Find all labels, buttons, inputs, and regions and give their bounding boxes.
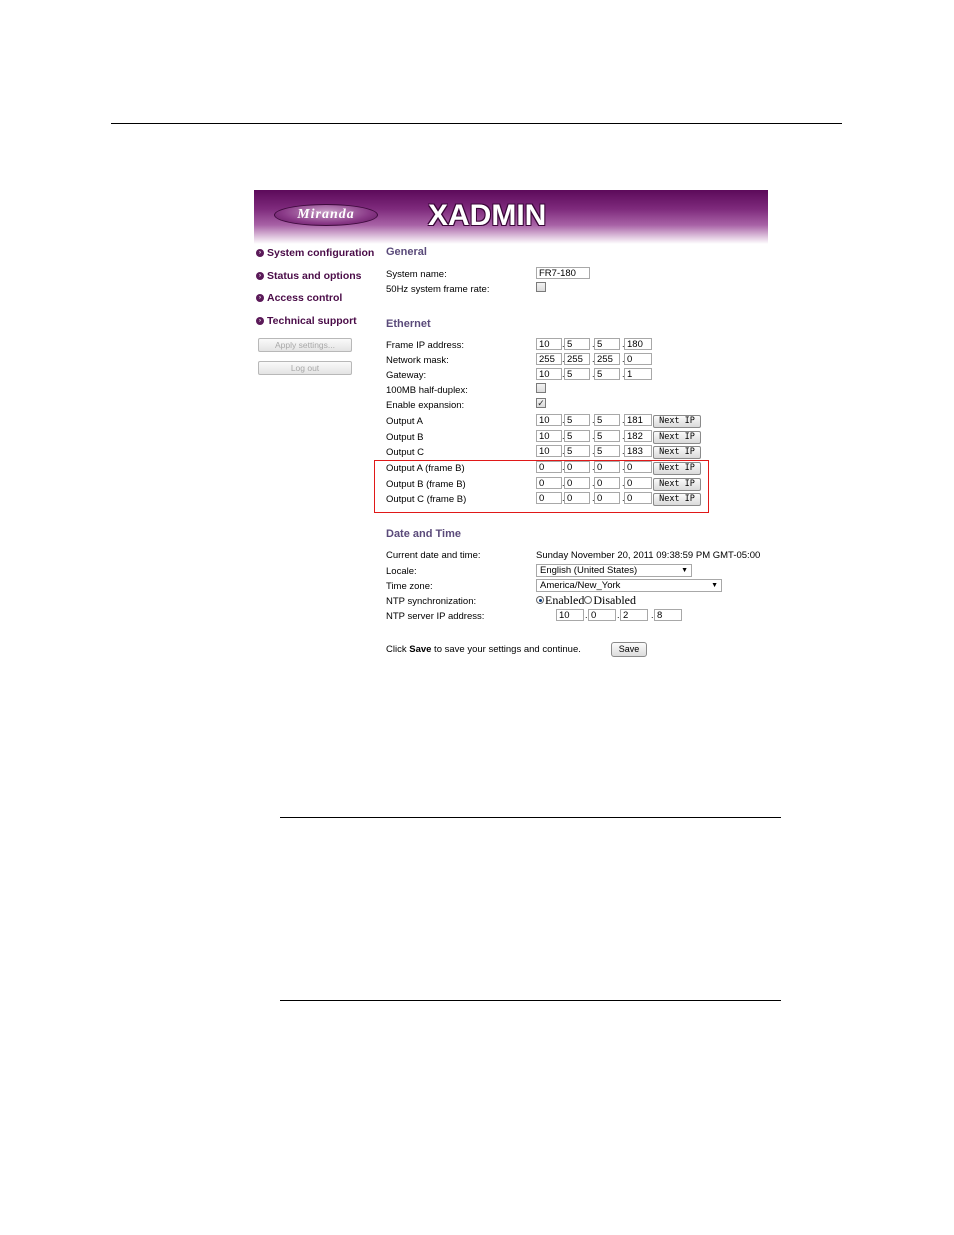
gateway-octet-3-input[interactable]: 5 (594, 368, 620, 380)
half-duplex-label: 100MB half-duplex: (386, 385, 468, 396)
ntp-server-octet-4-input[interactable]: 8 (654, 609, 682, 621)
save-instruction-bold: Save (409, 644, 432, 655)
enable-expansion-checkbox[interactable]: ✓ (537, 398, 545, 408)
ntp-server-label: NTP server IP address: (386, 611, 485, 622)
frame-ip-address-octet-4-input[interactable]: 180 (624, 338, 652, 350)
output-c-frame-b-octet-2-input[interactable]: 0 (564, 492, 590, 504)
network-mask-octet-4-input[interactable]: 0 (624, 353, 652, 365)
output-a-frame-b-label: Output A (frame B) (386, 463, 465, 474)
ntp-sync-radio-group (536, 593, 636, 608)
octet-separator: . (622, 493, 625, 503)
timezone-selected-value: America/New_York (540, 580, 621, 591)
output-a-label: Output A (386, 416, 423, 427)
arrow-bullet-icon: › (256, 272, 264, 280)
network-mask-octet-3-input[interactable]: 255 (594, 353, 620, 365)
octet-separator: . (622, 462, 625, 472)
system-name-input[interactable]: FR7-180 (536, 267, 590, 279)
output-b-octet-2-input[interactable]: 5 (564, 430, 590, 442)
frame-ip-address-octet-2-input[interactable]: 5 (564, 338, 590, 350)
network-mask-octet-2-input[interactable]: 255 (564, 353, 590, 365)
nav-label: Access control (267, 292, 343, 304)
network-mask-octet-1-input[interactable]: 255 (536, 353, 562, 365)
timezone-select[interactable] (536, 579, 722, 592)
gateway-octet-1-input[interactable]: 10 (536, 368, 562, 380)
apply-settings-button[interactable]: Apply settings... (258, 338, 352, 352)
octet-separator: . (562, 462, 565, 472)
arrow-bullet-icon: › (256, 294, 264, 302)
output-b-next-ip-button[interactable]: Next IP (653, 431, 701, 444)
octet-separator: . (622, 415, 625, 425)
logout-button[interactable]: Log out (258, 361, 352, 375)
output-b-octet-4-input[interactable]: 182 (624, 430, 652, 442)
gateway-octet-2-input[interactable]: 5 (564, 368, 590, 380)
note-bottom-rule (280, 1000, 781, 1001)
frame-ip-address-label: Frame IP address: (386, 340, 464, 351)
octet-separator: . (592, 354, 595, 364)
output-b-frame-b-octet-4-input[interactable]: 0 (624, 477, 652, 489)
octet-separator: . (562, 431, 565, 441)
section-title-general: General (386, 246, 427, 258)
output-a-frame-b-octet-4-input[interactable]: 0 (624, 461, 652, 473)
octet-separator: . (592, 415, 595, 425)
octet-separator: . (562, 415, 565, 425)
output-c-octet-1-input[interactable]: 10 (536, 445, 562, 457)
save-instruction-suffix: to save your settings and continue. (431, 644, 581, 655)
output-b-frame-b-octet-2-input[interactable]: 0 (564, 477, 590, 489)
output-a-octet-1-input[interactable]: 10 (536, 414, 562, 426)
gateway-label: Gateway: (386, 370, 427, 381)
note-top-rule (280, 817, 781, 818)
output-c-frame-b-label: Output C (frame B) (386, 494, 467, 505)
ntp-enabled-radio[interactable] (536, 596, 544, 604)
nav-status-and-options[interactable] (256, 270, 362, 282)
nav-label: System configuration (267, 247, 375, 259)
output-c-octet-4-input[interactable]: 183 (624, 445, 652, 457)
octet-separator: . (592, 478, 595, 488)
frame-rate-checkbox[interactable] (536, 282, 546, 292)
octet-separator: . (622, 446, 625, 456)
octet-separator: . (562, 354, 565, 364)
nav-label: Technical support (267, 315, 357, 327)
save-instruction-prefix: Click (386, 644, 410, 655)
ntp-sync-label: NTP synchronization: (386, 596, 477, 607)
octet-separator: . (592, 431, 595, 441)
output-b-octet-1-input[interactable]: 10 (536, 430, 562, 442)
save-button[interactable]: Save (611, 642, 647, 657)
octet-separator: . (585, 610, 588, 620)
octet-separator: . (622, 431, 625, 441)
octet-separator: . (562, 478, 565, 488)
arrow-bullet-icon: › (256, 317, 264, 325)
output-b-label: Output B (386, 432, 424, 443)
arrow-bullet-icon: › (256, 249, 264, 257)
miranda-logo: Miranda (274, 204, 378, 226)
output-a-next-ip-button[interactable]: Next IP (653, 415, 701, 428)
octet-separator: . (562, 339, 565, 349)
section-title-ethernet: Ethernet (386, 318, 431, 330)
octet-separator: . (622, 339, 625, 349)
xadmin-screenshot (254, 190, 768, 670)
output-c-octet-2-input[interactable]: 5 (564, 445, 590, 457)
dropdown-arrow-icon: ▼ (711, 582, 718, 589)
octet-separator: . (617, 610, 620, 620)
octet-separator: . (562, 446, 565, 456)
locale-label: Locale: (386, 566, 417, 577)
octet-separator: . (622, 478, 625, 488)
dropdown-arrow-icon: ▼ (681, 567, 688, 574)
output-c-next-ip-button[interactable]: Next IP (653, 446, 701, 459)
current-datetime-value: Sunday November 20, 2011 09:38:59 PM GMT-05:00 (536, 550, 761, 561)
output-b-frame-b-octet-1-input[interactable]: 0 (536, 477, 562, 489)
octet-separator: . (592, 339, 595, 349)
locale-selected-value: English (United States) (540, 565, 638, 576)
app-title: XADMIN (428, 199, 547, 232)
output-c-frame-b-octet-4-input[interactable]: 0 (624, 492, 652, 504)
output-a-octet-2-input[interactable]: 5 (564, 414, 590, 426)
frame-ip-address-octet-3-input[interactable]: 5 (594, 338, 620, 350)
ntp-server-octet-2-input[interactable]: 0 (588, 609, 616, 621)
octet-separator: . (562, 493, 565, 503)
output-a-frame-b-octet-1-input[interactable]: 0 (536, 461, 562, 473)
section-title-date-time: Date and Time (386, 528, 461, 540)
output-c-label: Output C (386, 447, 425, 458)
output-b-frame-b-next-ip-button[interactable]: Next IP (653, 478, 701, 491)
output-a-octet-3-input[interactable]: 5 (594, 414, 620, 426)
octet-separator: . (592, 369, 595, 379)
frame-rate-label: 50Hz system frame rate: (386, 284, 490, 295)
ntp-server-octet-1-input[interactable]: 10 (556, 609, 584, 621)
output-c-octet-3-input[interactable]: 5 (594, 445, 620, 457)
page-top-rule (111, 123, 842, 124)
gateway-octet-4-input[interactable]: 1 (624, 368, 652, 380)
enable-expansion-label: Enable expansion: (386, 400, 465, 411)
locale-select[interactable] (536, 564, 692, 577)
frame-ip-address-octet-1-input[interactable]: 10 (536, 338, 562, 350)
ntp-disabled-label: Disabled (593, 593, 636, 607)
nav-technical-support[interactable] (256, 315, 357, 327)
output-a-frame-b-octet-2-input[interactable]: 0 (564, 461, 590, 473)
octet-separator: . (592, 446, 595, 456)
current-datetime-label: Current date and time: (386, 550, 481, 561)
output-b-frame-b-label: Output B (frame B) (386, 479, 466, 490)
output-a-octet-4-input[interactable]: 181 (624, 414, 652, 426)
output-a-frame-b-octet-3-input[interactable]: 0 (594, 461, 620, 473)
octet-separator: . (622, 354, 625, 364)
nav-system-configuration[interactable] (256, 247, 374, 259)
octet-separator: . (592, 462, 595, 472)
header-banner (254, 190, 768, 244)
nav-label: Status and options (267, 270, 362, 282)
output-b-octet-3-input[interactable]: 5 (594, 430, 620, 442)
output-b-frame-b-octet-3-input[interactable]: 0 (594, 477, 620, 489)
output-c-frame-b-next-ip-button[interactable]: Next IP (653, 493, 701, 506)
octet-separator: . (592, 493, 595, 503)
nav-access-control[interactable] (256, 292, 342, 304)
octet-separator: . (622, 369, 625, 379)
output-a-frame-b-next-ip-button[interactable]: Next IP (653, 462, 701, 475)
network-mask-label: Network mask: (386, 355, 449, 366)
output-c-frame-b-octet-1-input[interactable]: 0 (536, 492, 562, 504)
save-instruction (386, 644, 581, 655)
octet-separator: . (651, 610, 654, 620)
system-name-label: System name: (386, 269, 447, 280)
ntp-disabled-radio[interactable] (584, 596, 592, 604)
ntp-server-octet-3-input[interactable]: 2 (620, 609, 648, 621)
output-c-frame-b-octet-3-input[interactable]: 0 (594, 492, 620, 504)
half-duplex-checkbox[interactable] (536, 383, 546, 393)
ntp-enabled-label: Enabled (545, 593, 585, 607)
timezone-label: Time zone: (386, 581, 433, 592)
octet-separator: . (562, 369, 565, 379)
